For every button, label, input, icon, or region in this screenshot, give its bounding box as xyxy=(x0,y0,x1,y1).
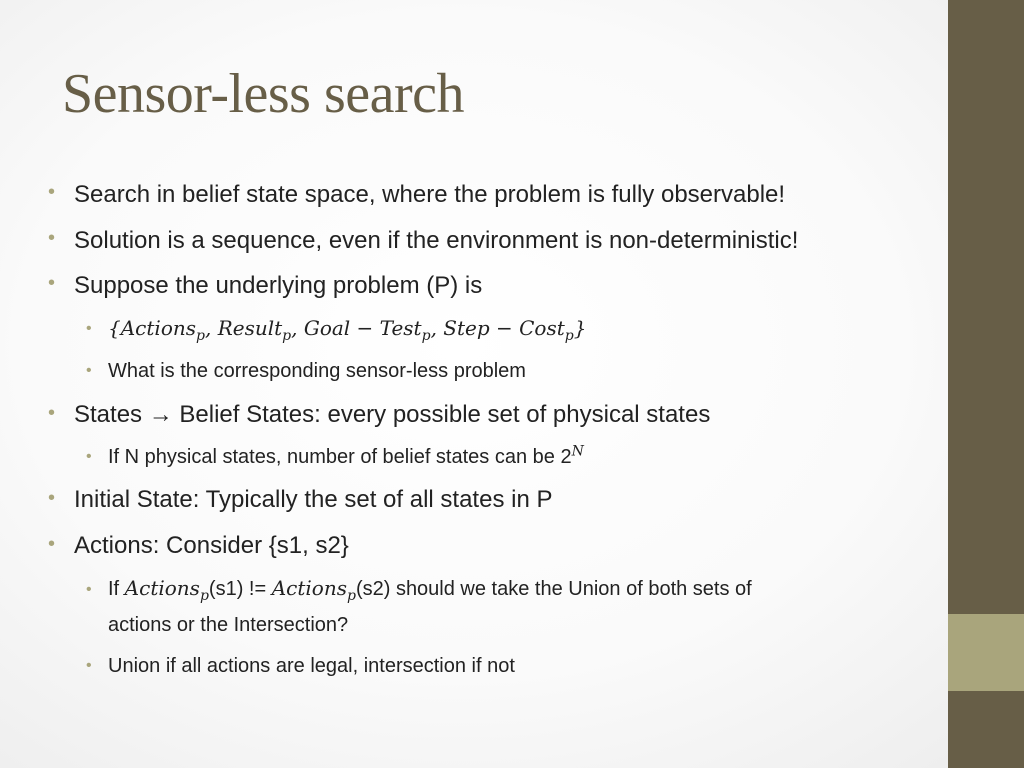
bullet-dot: • xyxy=(48,181,56,203)
bullet-dot: • xyxy=(48,272,56,294)
bullet-actions: Actions: Consider {s1, s2} xyxy=(74,532,349,559)
actions-union-question: If Actions$_p$(s1) != Actions$_p$(s2) should we take the Union of both sets of xyxy=(108,576,752,604)
bullet-dot: • xyxy=(48,487,56,509)
union-answer: Union if all actions are legal, intersection if not xyxy=(108,655,515,677)
sub-bullet-dot: • xyxy=(86,320,92,337)
problem-tuple-formula: {Actions$_p$, Result$_p$, Goal − Test$_p$, Step − Cost$_p$} xyxy=(108,316,587,344)
belief-state-count: If N physical states, number of belief states can be $2^N$ xyxy=(108,443,584,468)
bullet-dot: • xyxy=(48,227,56,249)
sensorless-question: What is the corresponding sensor-less problem xyxy=(108,360,526,382)
bullet-solution-sequence: Solution is a sequence, even if the environment is non-deterministic! xyxy=(74,227,799,254)
right-arrow-icon: → xyxy=(148,401,173,428)
bullet-belief-space: Search in belief state space, where the problem is fully observable! xyxy=(74,181,786,208)
bullet-dot: • xyxy=(48,402,56,424)
actions-union-question-cont: actions or the Intersection? xyxy=(108,614,349,636)
bullet-states: States → Belief States: every possible set of physical states xyxy=(74,401,711,428)
sub-bullet-dot: • xyxy=(86,581,92,598)
bullet-underlying-problem: Suppose the underlying problem (P) is xyxy=(74,272,483,299)
sub-bullet-dot: • xyxy=(86,657,92,674)
slide-title: Sensor-less search xyxy=(62,63,464,125)
bullet-initial-state: Initial State: Typically the set of all states in P xyxy=(74,486,553,513)
sub-bullet-dot: • xyxy=(86,448,92,465)
sidebar-accent-block xyxy=(948,614,1024,691)
sub-bullet-dot: • xyxy=(86,362,92,379)
bullet-dot: • xyxy=(48,533,56,555)
